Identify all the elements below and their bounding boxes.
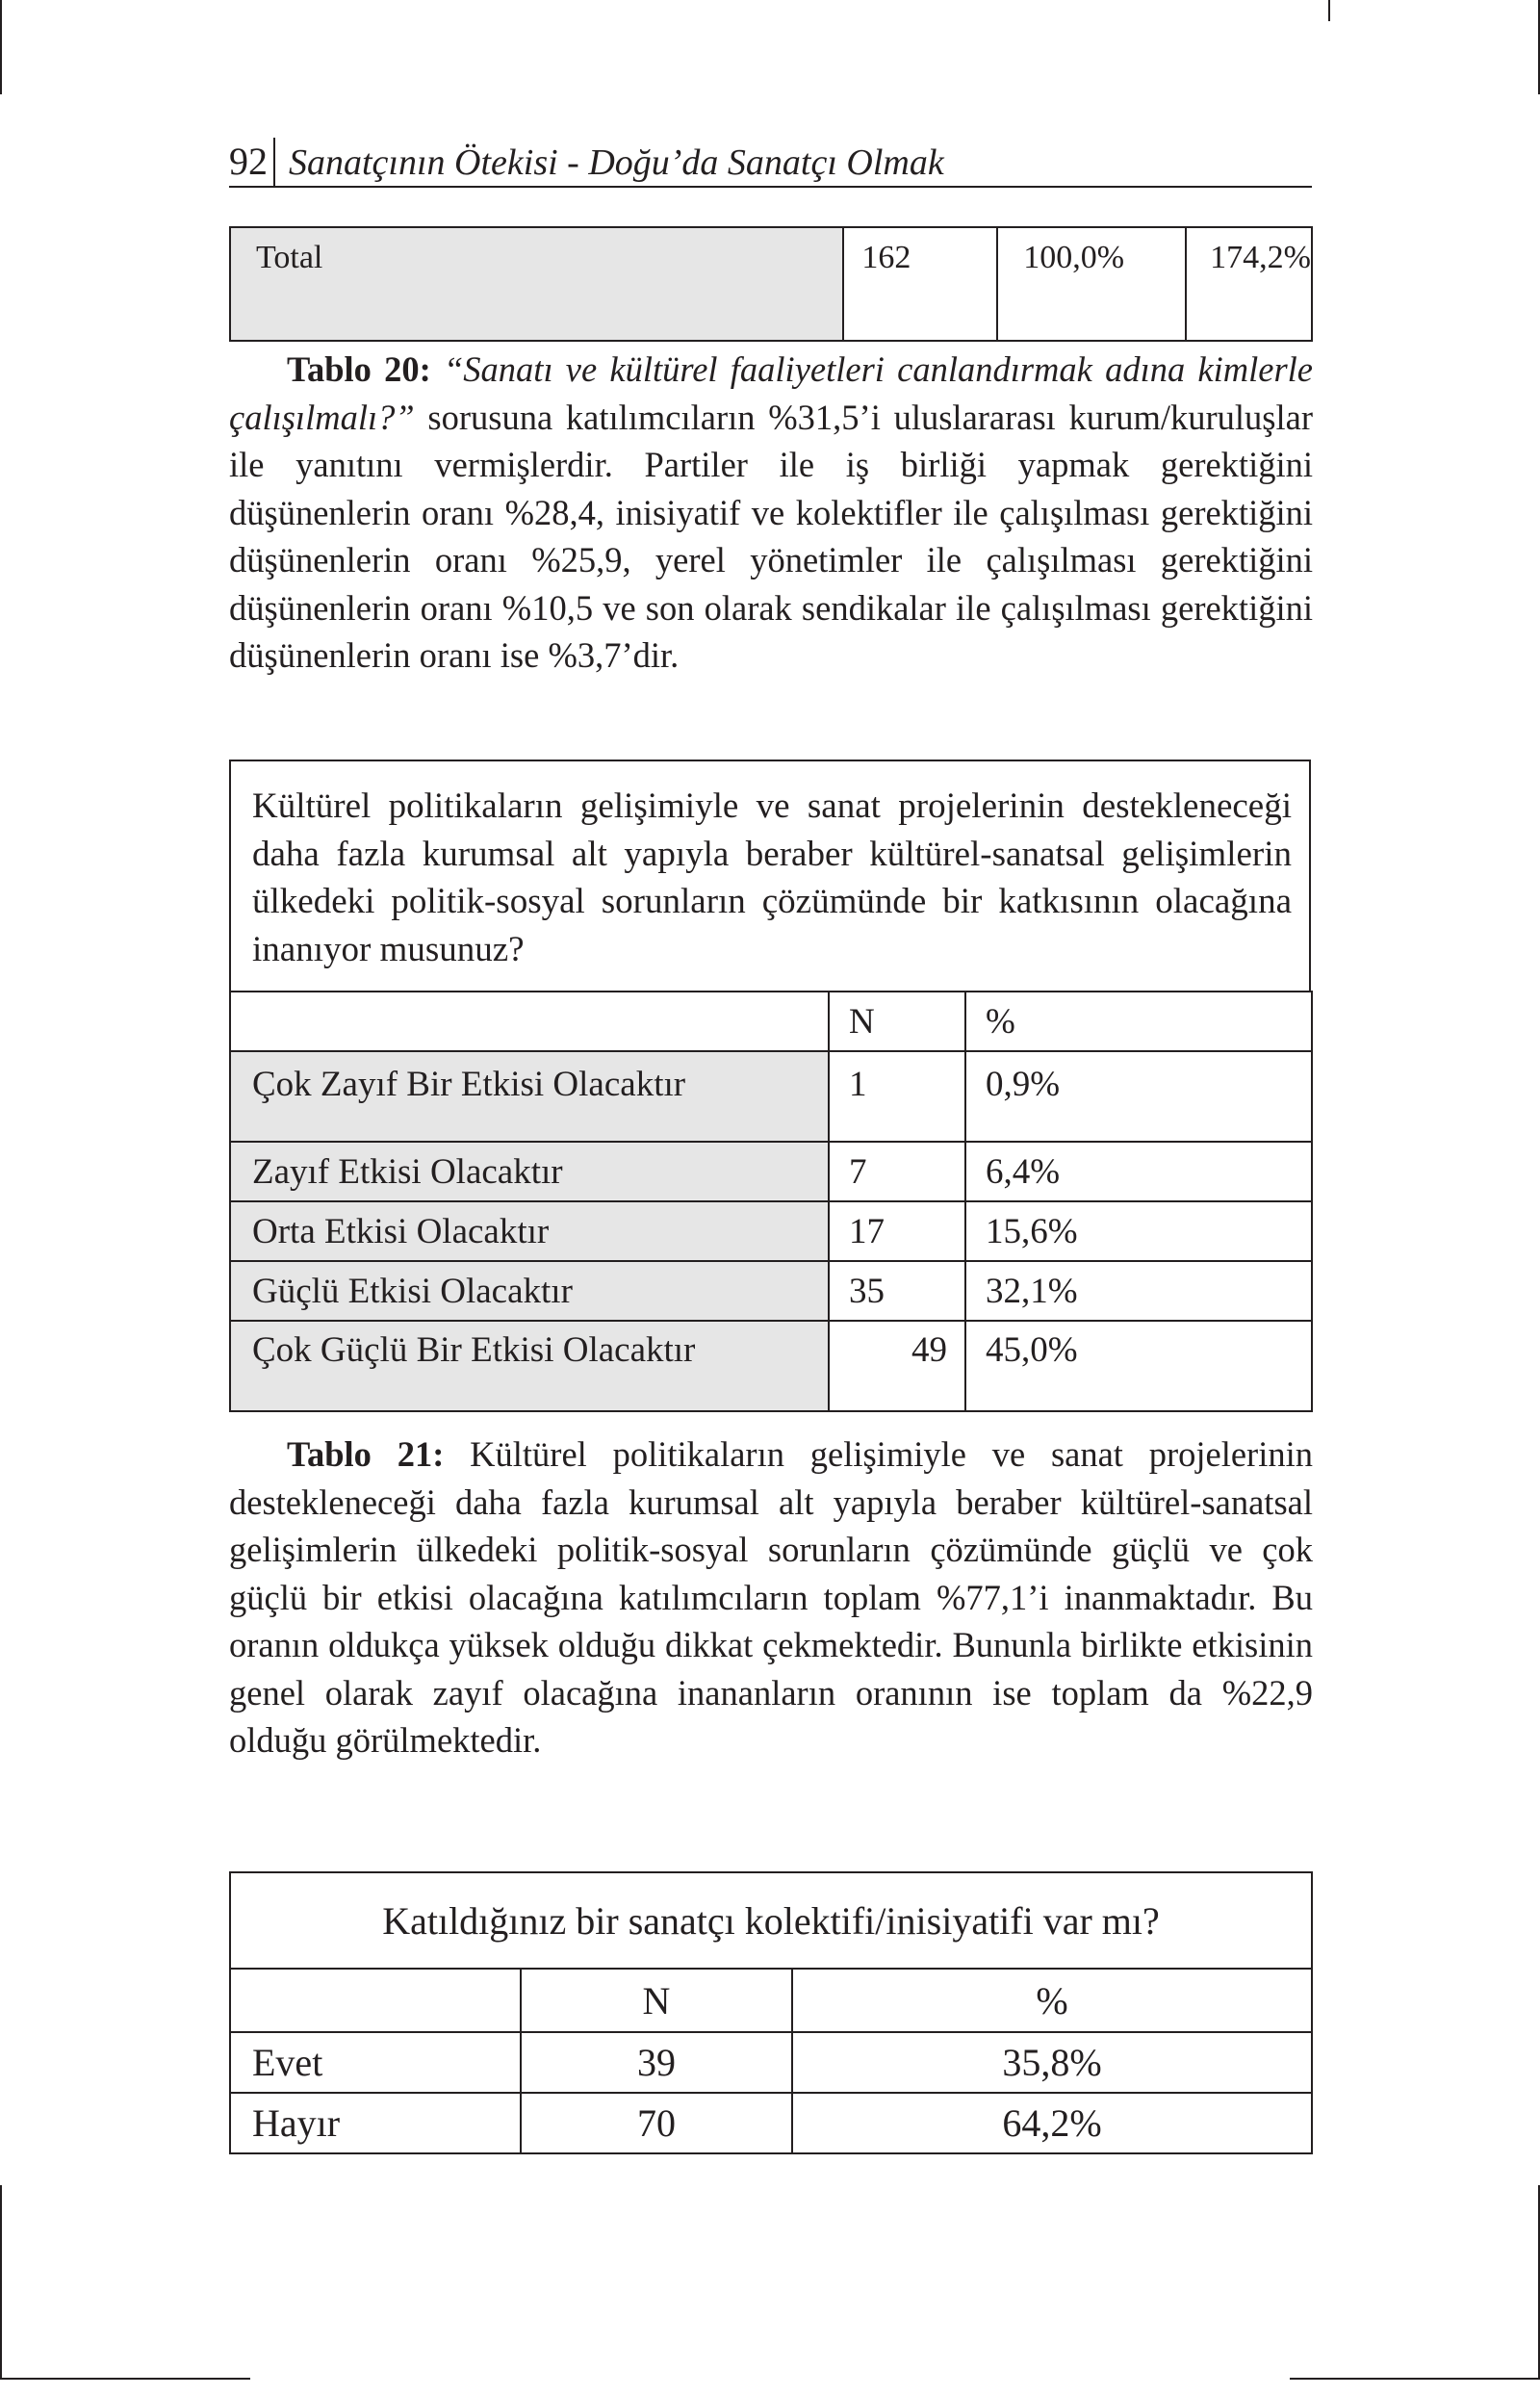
total-pct2: 174,2% (1186, 227, 1312, 341)
table21 (229, 991, 1313, 1412)
col-n-header: N (521, 1969, 792, 2032)
row-label: Çok Güçlü Bir Etkisi Olacaktır (230, 1321, 829, 1411)
row-label: Güçlü Etkisi Olacaktır (230, 1261, 829, 1321)
header-empty-cell (230, 992, 829, 1051)
table-row (230, 2093, 1312, 2153)
col-pct-header: % (792, 1969, 1312, 2032)
header-empty-cell (230, 1969, 521, 2032)
row-n: 35 (829, 1261, 965, 1321)
total-table (229, 226, 1313, 342)
row-pct: 32,1% (965, 1261, 1312, 1321)
question-italic: “Sanatı ve kültürel faaliyetleri canlandırmak adına kimlerle çalışılmalı?” (229, 349, 1313, 437)
table21-question: Kültürel politikaların gelişimiyle ve sanat projelerinin destekleneceği daha fazla kurumsal alt yapıyla beraber kültürel-sanatsal gelişimlerin ülkedeki politik-sosyal sorunların çözümünde bir katkısının olacağına inanıyor musunuz? (252, 786, 1292, 969)
row-n: 70 (521, 2093, 792, 2153)
crop-mark (0, 2378, 250, 2380)
row-label: Çok Zayıf Bir Etkisi Olacaktır (230, 1051, 829, 1142)
row-pct: 15,6% (965, 1201, 1312, 1261)
row-pct: 35,8% (792, 2032, 1312, 2093)
table-row (230, 1051, 1312, 1142)
caption-label: Tablo 20: (287, 349, 431, 389)
total-label: Total (230, 227, 843, 341)
table-title-row (230, 1872, 1312, 1969)
row-label: Orta Etkisi Olacaktır (230, 1201, 829, 1261)
row-pct: 45,0% (965, 1321, 1312, 1411)
table-header-row (230, 992, 1312, 1051)
row-n: 7 (829, 1142, 965, 1201)
row-n: 17 (829, 1201, 965, 1261)
running-header (229, 138, 1312, 188)
row-label: Zayıf Etkisi Olacaktır (230, 1142, 829, 1201)
col-pct-header: % (965, 992, 1312, 1051)
table-row (230, 1261, 1312, 1321)
table-row (230, 1201, 1312, 1261)
paragraph-table21 (229, 1430, 1313, 1765)
row-label: Hayır (230, 2093, 521, 2153)
total-pct: 100,0% (997, 227, 1186, 341)
row-n: 39 (521, 2032, 792, 2093)
paragraph-table20 (229, 346, 1313, 680)
page-number: 92 (229, 138, 275, 186)
row-n: 49 (829, 1321, 965, 1411)
paragraph-text: Kültürel politikaların gelişimiyle ve sanat projelerinin destekleneceği daha fazla kurumsal alt yapıyla beraber kültürel-sanatsal gelişimlerin ülkedeki politik-sosyal sorunların çözümünde güçlü ve çok güçlü bir etkisi olacağına katılımcıların toplam %77,1’i inanmaktadır. Bu oranın oldukça yüksek olduğu dikkat çekmektedir. Bununla birlikte etkisinin genel olarak zayıf olacağına inananların oranının ise toplam da %22,9 olduğu görülmektedir. (229, 1434, 1313, 1760)
running-title: Sanatçının Ötekisi - Doğu’da Sanatçı Olmak (289, 142, 944, 183)
crop-mark (0, 0, 2, 94)
crop-mark (1290, 2378, 1540, 2380)
row-pct: 6,4% (965, 1142, 1312, 1201)
caption-label: Tablo 21: (287, 1434, 445, 1474)
table-header-row (230, 1969, 1312, 2032)
table-row (230, 227, 1312, 341)
table-row (230, 1142, 1312, 1201)
row-n: 1 (829, 1051, 965, 1142)
table22 (229, 1871, 1313, 2154)
table21-question-box (229, 760, 1311, 991)
row-label: Evet (230, 2032, 521, 2093)
crop-mark (1328, 0, 1330, 21)
crop-mark (0, 2185, 2, 2378)
paragraph-text: sorusuna katılımcıların %31,5’i uluslararası kurum/kuruluşlar ile yanıtını vermişlerdir. Partiler ile iş birliği yapmak gerektiğini düşünenlerin oranı %28,4, inisiyatif ve kolektifler ile çalışılması gerektiğini düşünenlerin oranı %25,9, yerel yönetimler ile çalışılması gerektiğini düşünenlerin oranı %10,5 ve son olarak sendikalar ile çalışılması gerektiğini düşünenlerin oranı ise %3,7’dir. (229, 397, 1313, 675)
table-row (230, 1321, 1312, 1411)
table22-question: Katıldığınız bir sanatçı kolektifi/inisiyatifi var mı? (230, 1872, 1312, 1969)
row-pct: 64,2% (792, 2093, 1312, 2153)
row-pct: 0,9% (965, 1051, 1312, 1142)
col-n-header: N (829, 992, 965, 1051)
total-n: 162 (843, 227, 997, 341)
table-row (230, 2032, 1312, 2093)
